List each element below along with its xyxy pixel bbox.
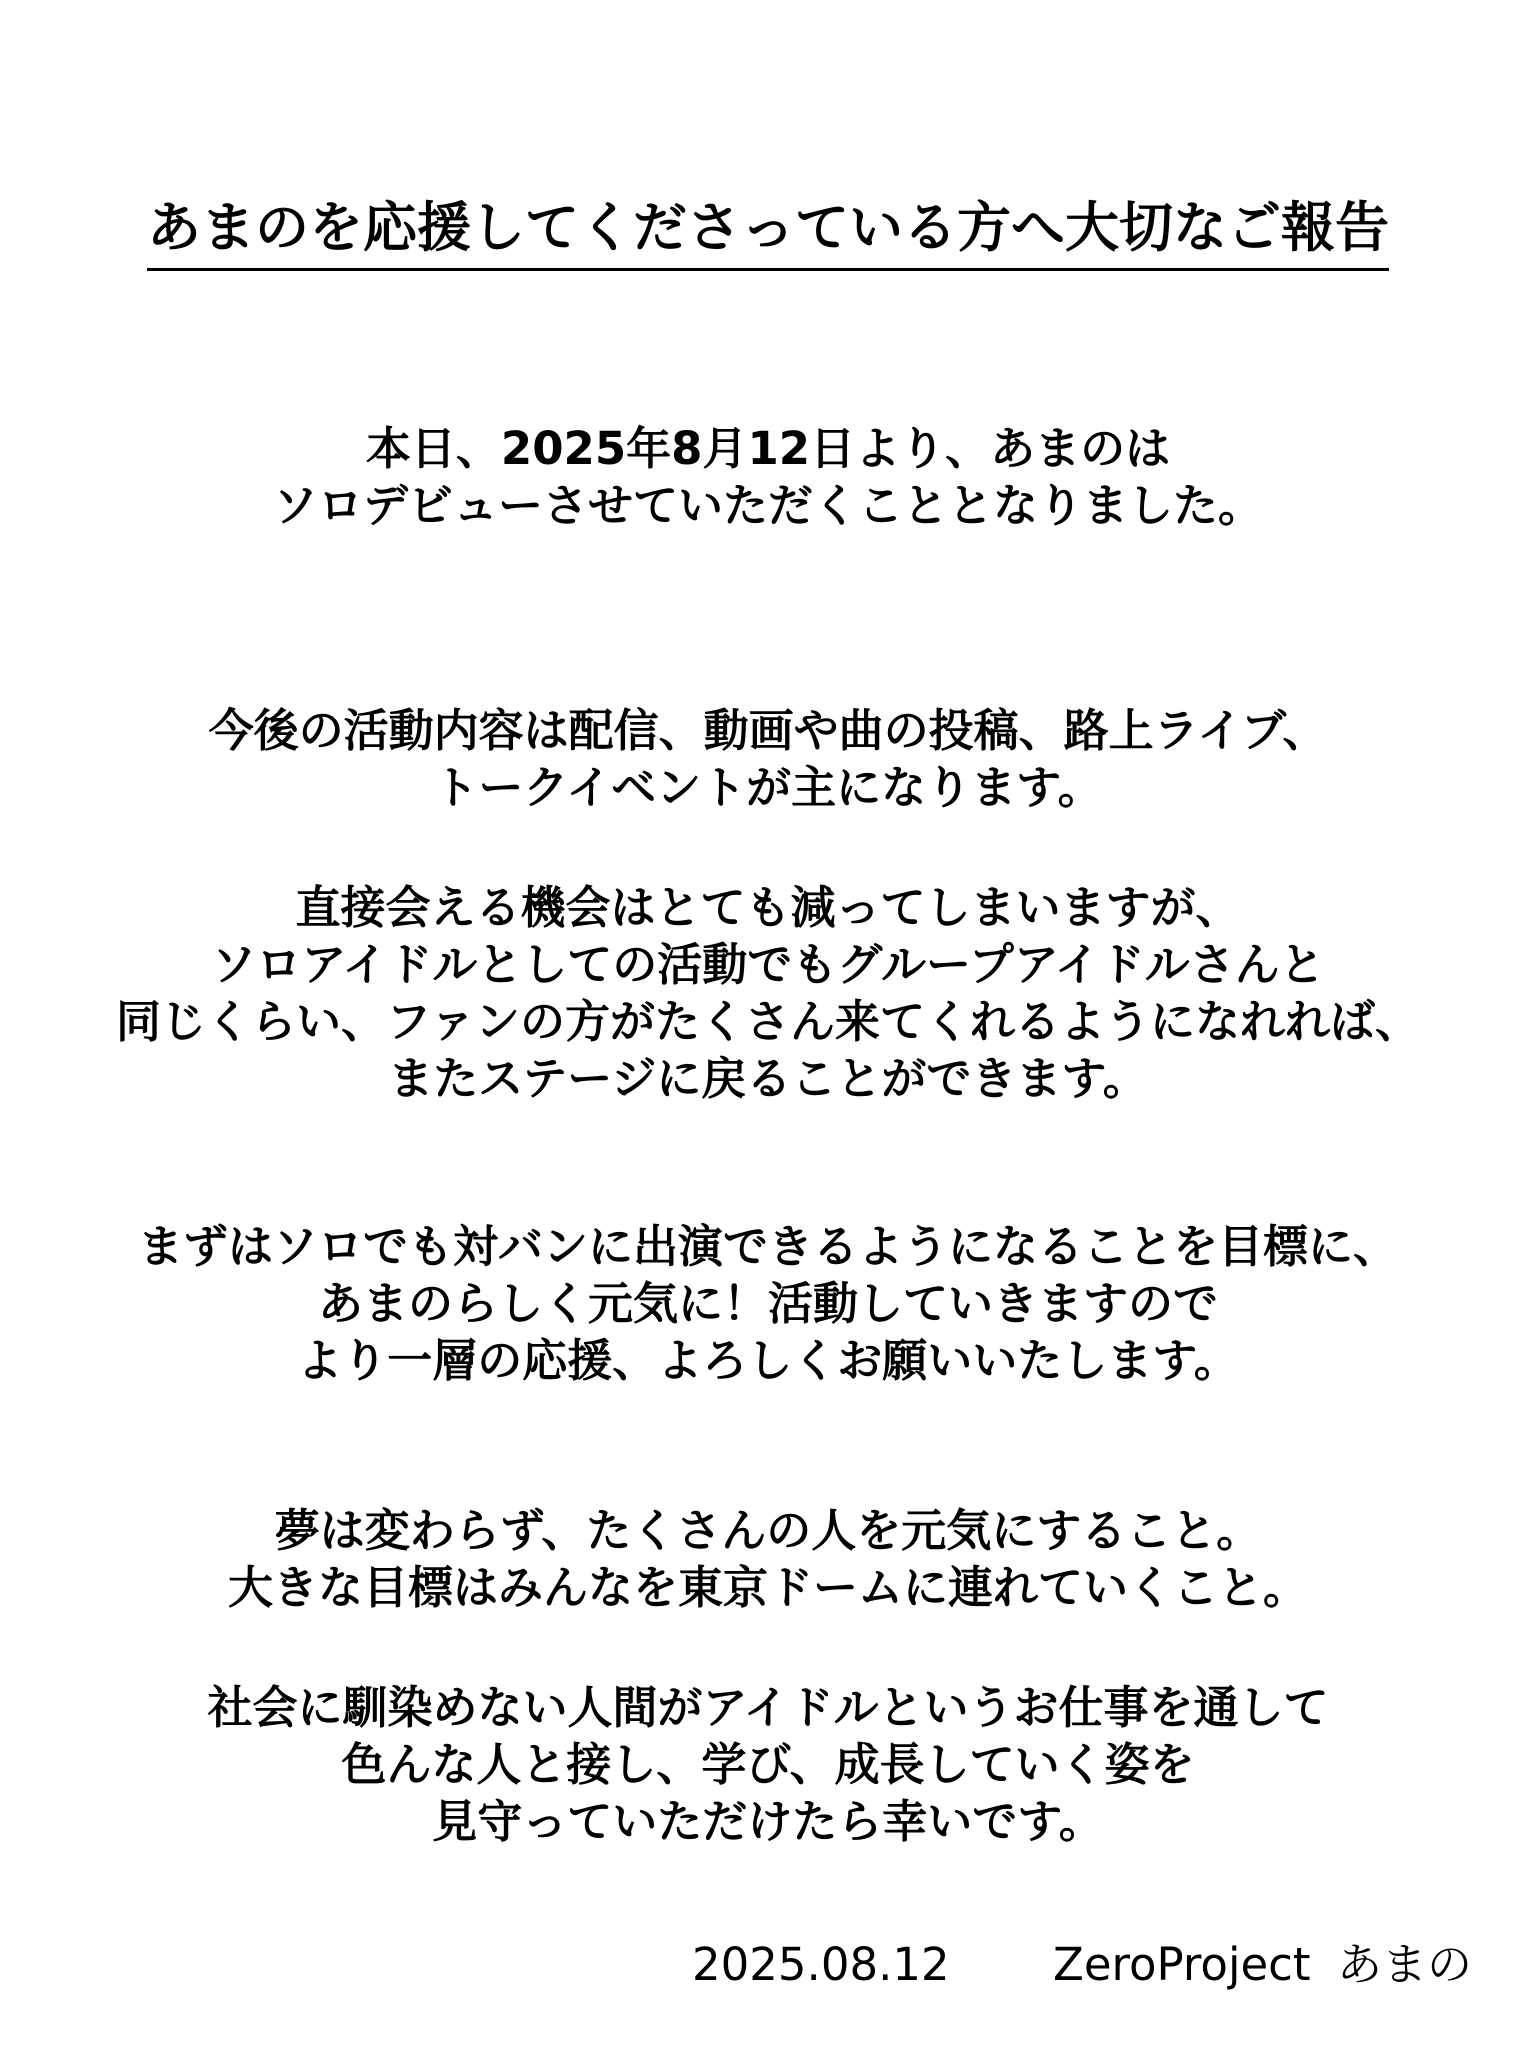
paragraph-line: またステージに戻ることができます。	[388, 1052, 1148, 1105]
paragraph-line: 色んな人と接し、学び、成長していく姿を	[341, 1738, 1195, 1791]
paragraph-line: 夢は変わらず、たくさんの人を元気にすること。	[274, 1504, 1262, 1557]
paragraph-line: 本日、2025年8月12日より、あまのは	[365, 422, 1171, 475]
paragraph-fewer-meetings	[0, 879, 1536, 1107]
paragraph-growth	[0, 1679, 1536, 1850]
paragraph-line: あまのらしく元気に！活動していきますので	[317, 1277, 1218, 1330]
paragraph-line: トークイベントが主になります。	[433, 761, 1103, 814]
paragraph-line: より一層の応援、よろしくお願いいたします。	[297, 1334, 1239, 1387]
paragraph-dream	[0, 1502, 1536, 1616]
paragraph-line: 社会に馴染めない人間がアイドルというお仕事を通して	[207, 1681, 1329, 1734]
signature-footer	[0, 1936, 1536, 1994]
paragraph-line: 大きな目標はみんなを東京ドームに連れていくこと。	[227, 1561, 1308, 1614]
footer-organization: ZeroProject	[1053, 1938, 1311, 1991]
paragraph-line: 同じくらい、ファンの方がたくさん来てくれるようになれれば、	[115, 995, 1421, 1048]
paragraph-goal	[0, 1218, 1536, 1389]
paragraph-line: まずはソロでも対バンに出演できるようになることを目標に、	[137, 1220, 1398, 1273]
paragraph-solo-debut	[0, 420, 1536, 534]
paragraph-line: 見守っていただけたら幸いです。	[432, 1795, 1104, 1848]
paragraph-line: 今後の活動内容は配信、動画や曲の投稿、路上ライブ、	[208, 704, 1328, 757]
paragraph-line: 直接会える機会はとても減ってしまいますが、	[295, 881, 1241, 934]
announcement-title	[0, 196, 1536, 271]
footer-name: あまの	[1337, 1938, 1473, 1991]
footer-date: 2025.08.12	[692, 1938, 950, 1991]
paragraph-activities	[0, 702, 1536, 816]
title-text: あまのを応援してくださっている方へ大切なご報告	[147, 196, 1389, 271]
paragraph-line: ソロデビューさせていただくこととなりました。	[272, 479, 1263, 532]
paragraph-line: ソロアイドルとしての活動でもグループアイドルさんと	[211, 938, 1325, 991]
